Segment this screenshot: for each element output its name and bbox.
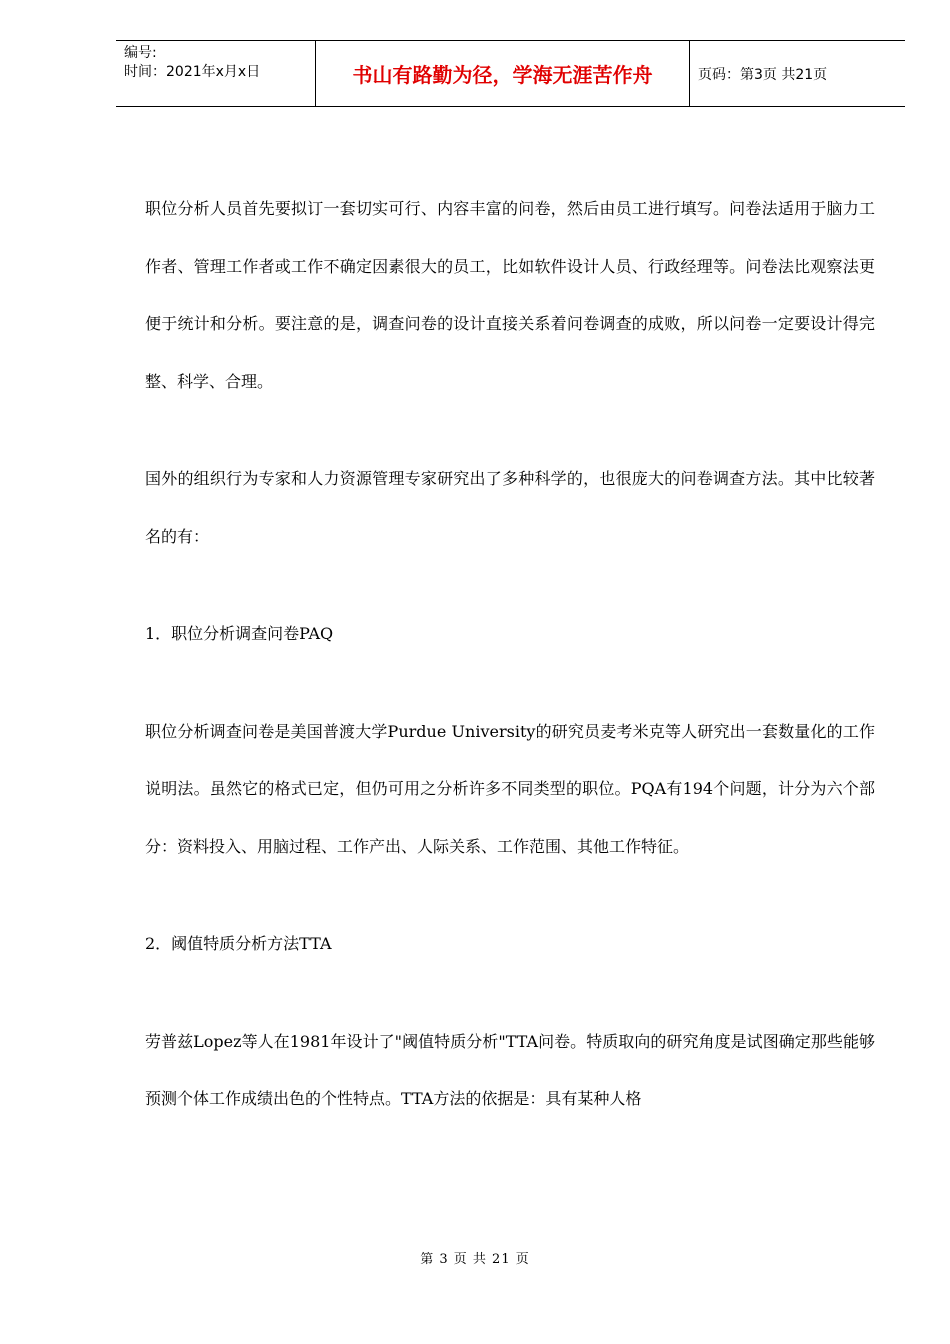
paragraph-questionnaire-intro: 职位分析人员首先要拟订一套切实可行、内容丰富的问卷，然后由员工进行填写。问卷法适用于脑力工作者、管理工作者或工作不确定因素很大的员工，比如软件设计人员、行政经理等。问卷法比观察法更便于统计和分析。要注意的是，调查问卷的设计直接关系着问卷调查的成败，所以问卷一定要设计得完整、科学、合理。 (145, 199, 875, 391)
document-body (145, 180, 875, 1128)
header-motto: 书山有路勤为径，学海无涯苦作舟 (316, 41, 690, 106)
paragraph-foreign-methods: 国外的组织行为专家和人力资源管理专家研究出了多种科学的，也很庞大的问卷调查方法。其中比较著名的有： (145, 469, 875, 546)
paragraph-tta-description: 劳普兹Lopez等人在1981年设计了"阈值特质分析"TTA问卷。特质取向的研究角度是试图确定那些能够预测个体工作成绩出色的个性特点。TTA方法的依据是：具有某种人格 (145, 1031, 875, 1108)
date-label: 时间：2021年x月x日 (124, 64, 261, 80)
header-meta (116, 41, 316, 106)
page-footer: 第 3 页 共 21 页 (420, 1252, 530, 1267)
paragraph-paq-description: 职位分析调查问卷是美国普渡大学Purdue University的研究员麦考米克等人研究出一套数量化的工作说明法。虽然它的格式已定，但仍可用之分析许多不同类型的职位。PQA有194个问题，计分为六个部分：资料投入、用脑过程、工作产出、人际关系、工作范围、其他工作特征。 (145, 721, 875, 856)
heading-paq: 1．职位分析调查问卷PAQ (145, 624, 334, 643)
header-page-label: 页码：第3页 共21页 (698, 66, 828, 83)
page-header (116, 40, 905, 107)
serial-number-label: 编号: (124, 45, 157, 61)
heading-tta: 2．阈值特质分析方法TTA (145, 934, 332, 953)
